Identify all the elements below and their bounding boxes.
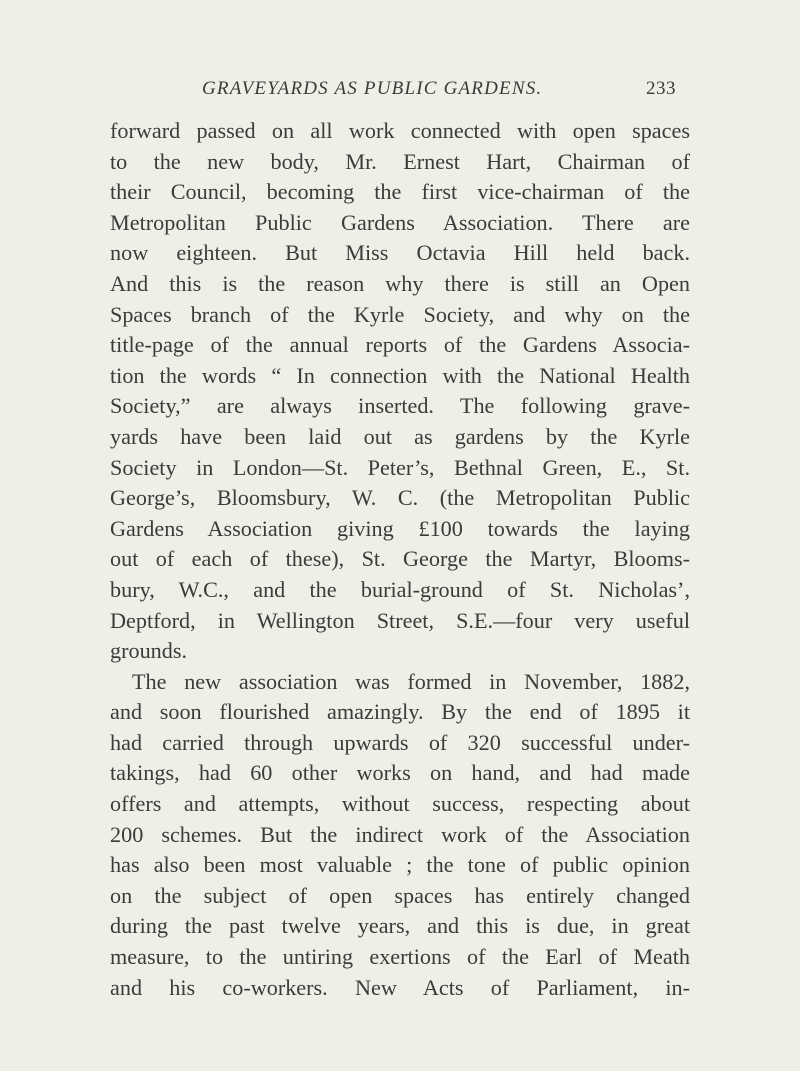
page-number: 233 [646,78,676,99]
text-line: The new association was formed in November, 1882, [132,668,690,694]
text-line: yards have been laid out as gardens by the Kyrle [110,423,690,449]
text-line: their Council, becoming the first vice-chairman of the [110,179,690,205]
text-line: Deptford, in Wellington Street, S.E.—four very useful [110,607,690,633]
text-line: on the subject of open spaces has entirely changed [110,882,690,908]
text-line: to the new body, Mr. Ernest Hart, Chairman of [110,148,690,174]
text-line: bury, W.C., and the burial-ground of St. Nicholas’, [110,576,690,602]
running-head: GRAVEYARDS AS PUBLIC GARDENS. [202,78,543,99]
text-line: title-page of the annual reports of the Gardens Associa- [110,332,690,358]
body-text [110,116,690,1003]
text-line: had carried through upwards of 320 successful under- [110,729,690,755]
text-line: forward passed on all work connected with open spaces [110,118,690,143]
text-line: and soon flourished amazingly. By the end of 1895 it [110,699,690,725]
text-line: now eighteen. But Miss Octavia Hill held back. [110,240,690,266]
text-line: grounds. [110,638,188,664]
paragraph-2 [110,667,690,1004]
text-line: Society,” are always inserted. The following grave- [110,393,690,419]
text-line: Gardens Association giving £100 towards the laying [110,515,690,541]
text-line: during the past twelve years, and this is due, in great [110,913,690,939]
text-line: out of each of these), St. George the Martyr, Blooms- [110,546,690,572]
text-line: Society in London—St. Peter’s, Bethnal Green, E., St. [110,454,690,480]
text-line: measure, to the untiring exertions of the Earl of Meath [110,944,690,970]
paragraph-1 [110,116,690,667]
text-line: 200 schemes. But the indirect work of the Association [110,821,690,847]
text-line: and his co-workers. New Acts of Parliament, in- [110,974,690,1000]
page-header [110,78,690,108]
text-line: Spaces branch of the Kyrle Society, and why on the [110,301,690,327]
text-line: And this is the reason why there is still an Open [110,270,690,296]
text-line: George’s, Bloomsbury, W. C. (the Metropolitan Public [110,485,690,511]
text-line: takings, had 60 other works on hand, and had made [110,760,690,786]
text-line: offers and attempts, without success, respecting about [110,791,690,817]
text-line: tion the words “ In connection with the National Health [110,362,690,388]
text-line: has also been most valuable ; the tone of public opinion [110,852,690,878]
text-line: Metropolitan Public Gardens Association. There are [110,209,690,235]
